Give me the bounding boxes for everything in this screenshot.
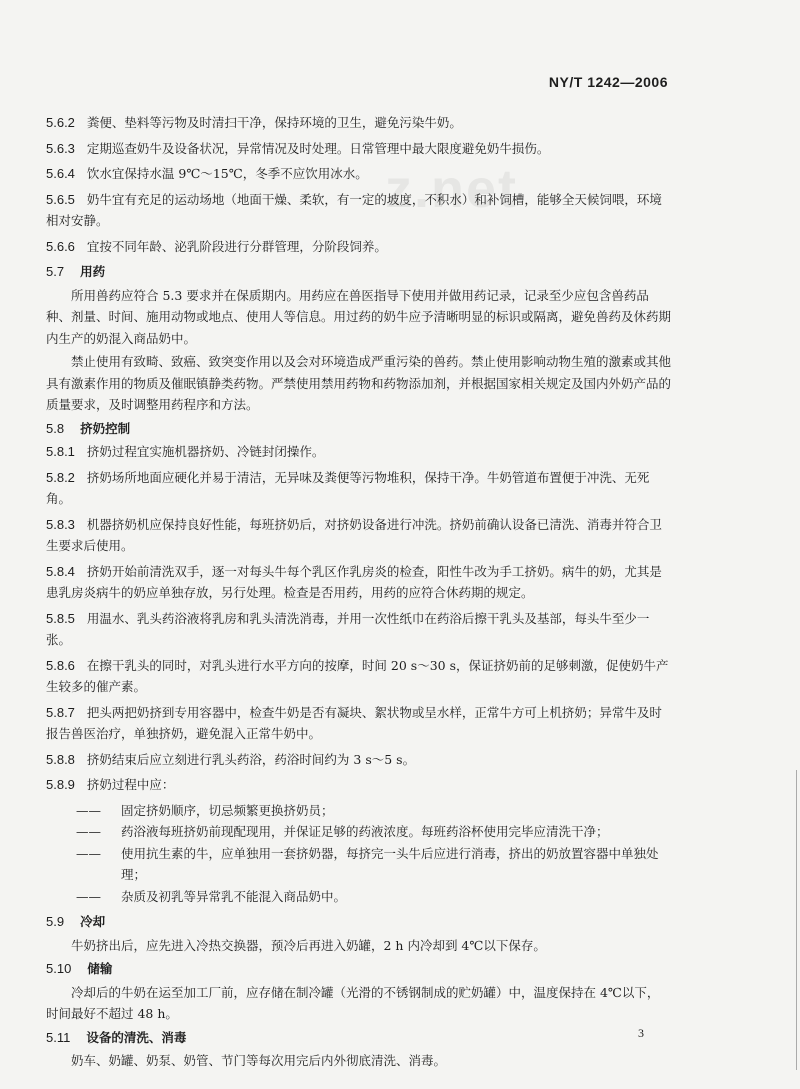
document-body bbox=[46, 112, 671, 1074]
clause-item bbox=[46, 163, 671, 185]
clause-item bbox=[46, 561, 671, 604]
section-number: 5.11 bbox=[46, 1029, 71, 1045]
clause-text: 用温水、乳头药浴液将乳房和乳头清洗消毒，并用一次性纸巾在药浴后擦干乳头及基部，每头牛至少一张。 bbox=[46, 610, 650, 647]
clause-item bbox=[46, 608, 671, 651]
clause-item bbox=[46, 189, 671, 232]
list-item-text: 杂质及初乳等异常乳不能混入商品奶中。 bbox=[121, 888, 347, 904]
dash-list bbox=[46, 800, 671, 908]
clause-text: 挤奶过程中应： bbox=[86, 777, 175, 792]
paragraph: 牛奶挤出后，应先进入冷热交换器，预冷后再进入奶罐，2 h 内冷却到 4℃以下保存。 bbox=[71, 937, 546, 953]
clause-text: 宜按不同年龄、泌乳阶段进行分群管理，分阶段饲养。 bbox=[86, 238, 387, 254]
section-heading bbox=[46, 1027, 671, 1049]
clause-item bbox=[46, 112, 671, 134]
clause-text: 定期巡查奶牛及设备状况，异常情况及时处理。日常管理中最大限度避免奶牛损伤。 bbox=[86, 140, 550, 156]
clause-number: 5.8.7 bbox=[46, 704, 75, 720]
clause-text: 奶牛宜有充足的运动场地（地面干燥、柔软，有一定的坡度，不积水）和补饲槽，能够全天候饲喂，环境相对安静。 bbox=[46, 191, 662, 228]
scan-edge-line bbox=[796, 770, 797, 1070]
clause-item bbox=[46, 467, 671, 510]
section-title: 挤奶控制 bbox=[80, 420, 131, 436]
section-title: 用药 bbox=[80, 264, 106, 279]
clause-number: 5.6.6 bbox=[46, 238, 75, 254]
section-title: 储输 bbox=[87, 961, 113, 976]
clause-text: 机器挤奶机应保持良好性能，每班挤奶后，对挤奶设备进行冲洗。挤奶前确认设备已清洗、消毒并符合卫生要求后使用。 bbox=[46, 516, 662, 553]
list-item bbox=[46, 843, 671, 886]
clause-number: 5.8.6 bbox=[46, 657, 75, 673]
clause-number: 5.8.5 bbox=[46, 610, 75, 626]
list-item-text: 固定挤奶顺序，切忌频繁更换挤奶员； bbox=[121, 802, 334, 818]
clause-text: 饮水宜保持水温 9℃～15℃，冬季不应饮用冰水。 bbox=[86, 166, 368, 181]
list-dash: —— bbox=[76, 845, 101, 861]
clause-item bbox=[46, 441, 671, 463]
list-dash: —— bbox=[76, 888, 101, 904]
paragraph: 禁止使用有致畸、致癌、致突变作用以及会对环境造成严重污染的兽药。禁止使用影响动物生殖的激素或其他具有激素作用的物质及催眠镇静类药物。严禁使用禁用药物和药物添加剂，并根据国家相关规定及国内外奶产品的质量要求，及时调整用药程序和方法。 bbox=[46, 354, 672, 412]
clause-item bbox=[46, 774, 671, 796]
clause-number: 5.6.2 bbox=[46, 115, 75, 130]
clause-text: 把头两把奶挤到专用容器中，检查牛奶是否有凝块、絮状物或呈水样，正常牛方可上机挤奶；异常牛及时报告兽医治疗，单独挤奶，避免混入正常牛奶中。 bbox=[46, 704, 662, 741]
page-number: 3 bbox=[638, 1026, 644, 1040]
clause-number: 5.8.8 bbox=[46, 751, 75, 767]
clause-item bbox=[46, 236, 671, 258]
section-number: 5.9 bbox=[46, 914, 65, 929]
section-heading bbox=[46, 958, 671, 980]
watermark: z.net bbox=[385, 159, 519, 219]
clause-item bbox=[46, 749, 671, 771]
section-number: 5.7 bbox=[46, 264, 65, 279]
section-heading bbox=[46, 418, 671, 440]
paragraph: 所用兽药应符合 5.3 要求并在保质期内。用药应在兽医指导下使用并做用药记录，记录至少应包含兽药品种、剂量、时间、施用动物或地点、使用人等信息。用过药的奶牛应予清晰明显的标识或隔离，避免兽药及休药期内生产的奶混入商品奶中。 bbox=[46, 287, 672, 346]
paragraph: 奶车、奶罐、奶泵、奶管、节门等每次用完后内外彻底清洗、消毒。 bbox=[71, 1053, 447, 1068]
list-item bbox=[46, 800, 671, 822]
section-title: 冷却 bbox=[80, 914, 106, 929]
clause-number: 5.8.1 bbox=[46, 444, 75, 459]
section-number: 5.10 bbox=[46, 961, 72, 976]
clause-item bbox=[46, 655, 671, 698]
clause-text: 挤奶结束后应立刻进行乳头药浴，药浴时间约为 3 s～5 s。 bbox=[86, 751, 416, 767]
section-number: 5.8 bbox=[46, 420, 65, 436]
clause-number: 5.8.9 bbox=[46, 777, 75, 792]
clause-number: 5.8.3 bbox=[46, 516, 75, 532]
clause-text: 挤奶开始前清洗双手，逐一对每头牛每个乳区作乳房炎的检查，阳性牛改为手工挤奶。病牛的奶，尤其是患乳房炎病牛的奶应单独存放，另行处理。检查是否用药，用药的应符合休药期的规定。 bbox=[46, 563, 662, 600]
clause-text: 在擦干乳头的同时，对乳头进行水平方向的按摩，时间 20 s～30 s，保证挤奶前的足够刺激，促使奶牛产生较多的催产素。 bbox=[46, 657, 669, 694]
standard-number: NY/T 1242—2006 bbox=[548, 74, 668, 90]
section-heading bbox=[46, 911, 671, 933]
list-item bbox=[46, 886, 671, 908]
list-dash: —— bbox=[76, 824, 101, 839]
paragraph: 冷却后的牛奶在运至加工厂前，应存储在制冷罐（光滑的不锈钢制成的贮奶罐）中，温度保持在 4℃以下，时间最好不超过 48 h。 bbox=[46, 984, 660, 1021]
clause-text: 粪便、垫料等污物及时清扫干净，保持环境的卫生，避免污染牛奶。 bbox=[86, 115, 462, 130]
list-item-text: 药浴液每班挤奶前现配现用，并保证足够的药液浓度。每班药浴杯使用完毕应清洗干净； bbox=[121, 824, 609, 839]
clause-number: 5.6.4 bbox=[46, 166, 75, 181]
clause-text: 挤奶过程宜实施机器挤奶、冷链封闭操作。 bbox=[86, 444, 325, 459]
clause-item bbox=[46, 702, 671, 745]
clause-number: 5.8.4 bbox=[46, 563, 75, 579]
clause-text: 挤奶场所地面应硬化并易于清洁，无异味及粪便等污物堆积，保持干净。牛奶管道布置便于冲洗、无死角。 bbox=[46, 469, 650, 506]
list-dash: —— bbox=[76, 802, 101, 818]
clause-number: 5.6.5 bbox=[46, 191, 75, 207]
list-item-text: 使用抗生素的牛，应单独用一套挤奶器，每挤完一头牛后应进行消毒，挤出的奶放置容器中单独处理； bbox=[121, 845, 659, 882]
clause-item bbox=[46, 514, 671, 557]
section-heading bbox=[46, 261, 671, 283]
clause-number: 5.6.3 bbox=[46, 140, 75, 156]
section-title: 设备的清洗、消毒 bbox=[86, 1029, 187, 1045]
clause-item bbox=[46, 138, 671, 160]
list-item bbox=[46, 821, 671, 843]
clause-number: 5.8.2 bbox=[46, 469, 75, 485]
